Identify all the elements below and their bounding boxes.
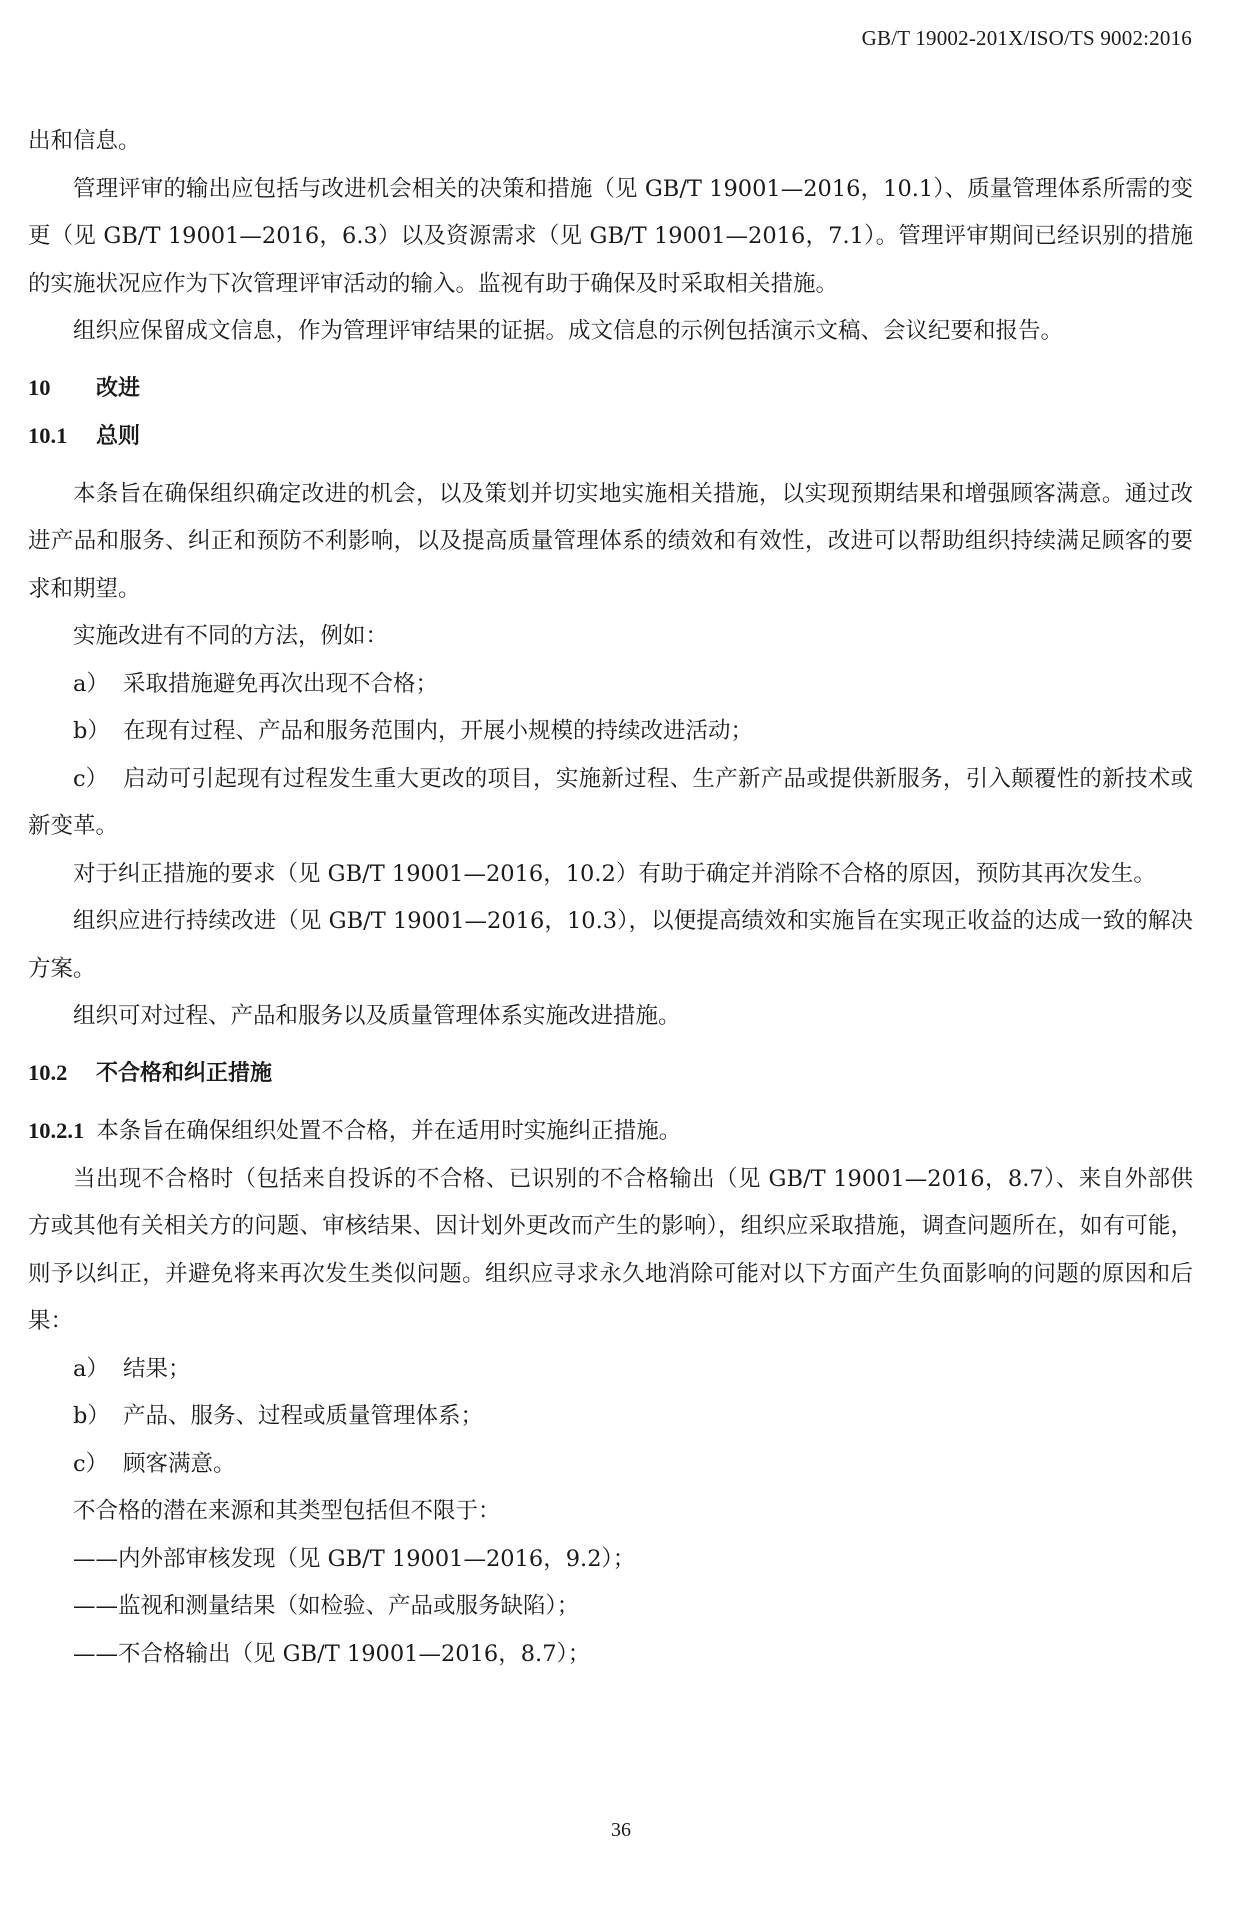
list-item-text: 采取措施避免再次出现不合格； <box>123 670 439 697</box>
list-marker: a） <box>73 670 109 697</box>
list-marker: b） <box>73 1403 110 1429</box>
list-item-text: 在现有过程、产品和服务范围内，开展小规模的持续改进活动； <box>123 718 754 744</box>
dash-list-item: ——监视和测量结果（如检验、产品或服务缺陷）； <box>73 1593 580 1619</box>
paragraph: 不合格的潜在来源和其类型包括但不限于： <box>73 1498 501 1524</box>
section-heading-10-2 <box>28 1049 1193 1098</box>
list-marker: b） <box>73 718 110 744</box>
section-number: 10 <box>28 374 51 400</box>
list-item <box>28 661 1193 709</box>
list-marker: c） <box>73 1450 109 1477</box>
paragraph: 实施改进有不同的方法，例如： <box>73 623 389 649</box>
paragraph: 管理评审的输出应包括与改进机会相关的决策和措施（见 GB/T 19001—2016，10.1）、质量管理体系所需的变更（见 GB/T 19001—2016，6.3）以及资源需求（见 GB/T 19001—2016，7.1）。管理评审期间已经识别的措施的实施状况应作为下次管理评审活动的输入。监视有助于确保及时采取相关措施。 <box>28 175 1193 297</box>
paragraph: 本条旨在确保组织确定改进的机会，以及策划并切实地实施相关措施，以实现预期结果和增强顾客满意。通过改进产品和服务、纠正和预防不利影响，以及提高质量管理体系的绩效和有效性，改进可以帮助组织持续满足顾客的要求和期望。 <box>28 480 1193 602</box>
section-title: 不合格和纠正措施 <box>96 1060 273 1086</box>
paragraph: 组织应保留成文信息，作为管理评审结果的证据。成文信息的示例包括演示文稿、会议纪要和报告。 <box>73 318 1064 344</box>
list-marker: c） <box>73 765 109 792</box>
standard-code-header: GB/T 19002-201X/ISO/TS 9002:2016 <box>861 26 1192 50</box>
section-number: 10.1 <box>28 423 68 448</box>
clause-number: 10.2.1 <box>28 1118 85 1143</box>
list-item-text: 启动可引起现有过程发生重大更改的项目，实施新过程、生产新产品或提供新服务，引入颠覆性的新技术或新变革。 <box>28 765 1193 839</box>
document-body <box>28 118 1193 1678</box>
section-title: 改进 <box>96 375 141 401</box>
list-item <box>28 756 1193 851</box>
paragraph: 组织应进行持续改进（见 GB/T 19001—2016，10.3），以便提高绩效和实施旨在实现正收益的达成一致的解决方案。 <box>28 908 1193 982</box>
page-number: 36 <box>611 1819 631 1841</box>
paragraph: 当出现不合格时（包括来自投诉的不合格、已识别的不合格输出（见 GB/T 19001—2016，8.7）、来自外部供方或其他有关相关方的问题、审核结果、因计划外更改而产生的影响），组织应采取措施，调查问题所在，如有可能，则予以纠正，并避免将来再次发生类似问题。组织应寻求永久地消除可能对以下方面产生负面影响的问题的原因和后果： <box>28 1165 1193 1334</box>
list-marker: a） <box>73 1355 109 1382</box>
paragraph: 出和信息。 <box>28 128 141 154</box>
clause-10-2-1 <box>28 1107 1193 1156</box>
list-item <box>28 1441 1193 1489</box>
section-heading-10-1 <box>28 412 1193 461</box>
list-item <box>28 1346 1193 1394</box>
section-title: 总则 <box>96 424 141 449</box>
list-item-text: 顾客满意。 <box>123 1450 236 1477</box>
list-item-text: 结果； <box>123 1355 191 1382</box>
list-item <box>28 1393 1193 1441</box>
dash-list-item: ——不合格输出（见 GB/T 19001—2016，8.7）； <box>73 1640 591 1667</box>
paragraph: 对于纠正措施的要求（见 GB/T 19001—2016，10.2）有助于确定并消除不合格的原因，预防其再次发生。 <box>73 860 1156 887</box>
dash-list-item: ——内外部审核发现（见 GB/T 19001—2016，9.2）； <box>73 1545 636 1572</box>
list-item-text: 产品、服务、过程或质量管理体系； <box>123 1403 484 1429</box>
section-number: 10.2 <box>28 1059 68 1085</box>
list-item <box>28 708 1193 756</box>
clause-lead-text: 本条旨在确保组织处置不合格，并在适用时实施纠正措施。 <box>96 1118 682 1144</box>
section-heading-10 <box>28 364 1193 413</box>
paragraph: 组织可对过程、产品和服务以及质量管理体系实施改进措施。 <box>73 1003 681 1029</box>
